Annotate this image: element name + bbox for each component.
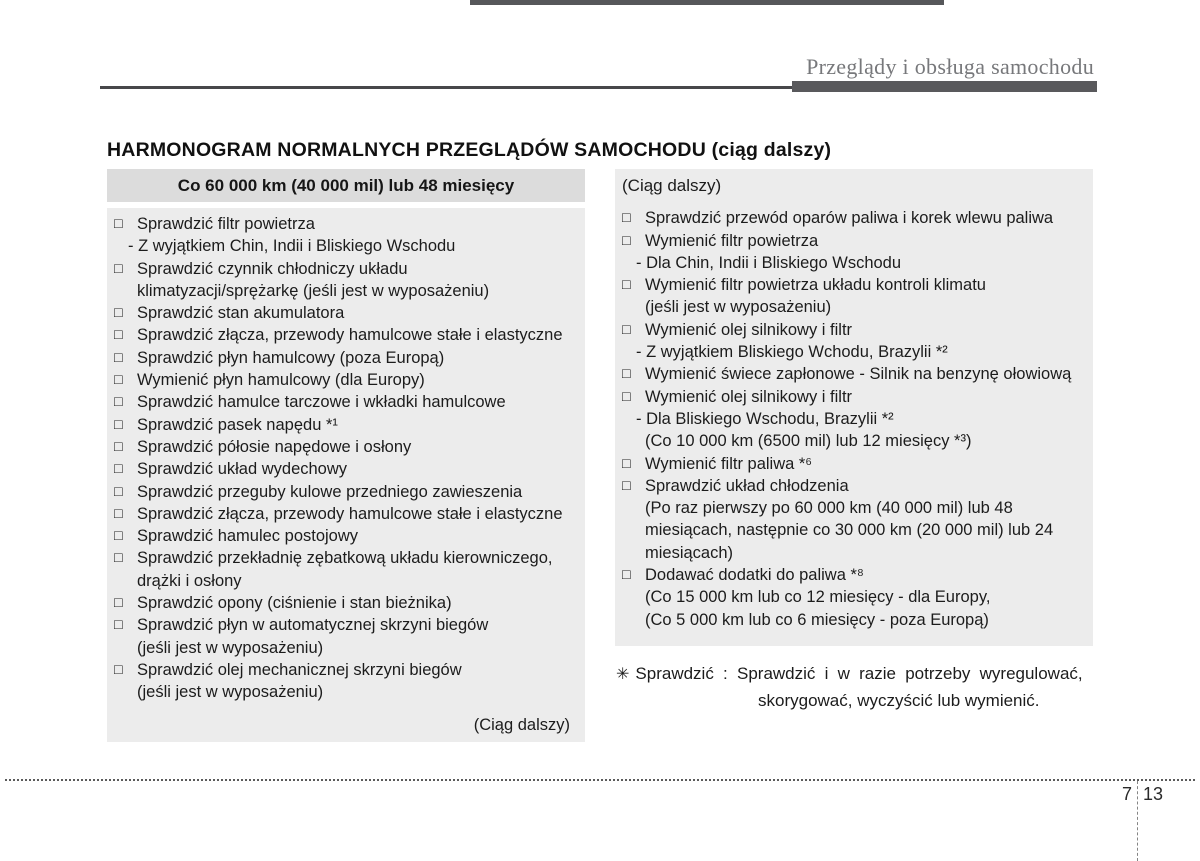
item-text: Wymienić olej silnikowy i filtr: [645, 387, 853, 406]
item-text: Wymienić filtr powietrza układu kontroli klimatu: [645, 276, 986, 295]
checklist-item-detail: [114, 235, 578, 257]
item-text: Sprawdzić hamulce tarczowe i wkładki hamulcowe: [137, 393, 506, 412]
checkbox-icon: □: [622, 388, 631, 405]
item-text: Sprawdzić złącza, przewody hamulcowe stałe i elastyczne: [137, 326, 563, 345]
item-text: Sprawdzić opony (ciśnienie i stan bieżnika): [137, 594, 452, 613]
checkbox-icon: □: [622, 232, 631, 249]
item-text: (Po raz pierwszy po 60 000 km (40 000 mil) lub 48: [645, 499, 1013, 518]
maintenance-schedule-left-column: [107, 169, 585, 742]
item-text: Wymienić filtr powietrza: [645, 231, 819, 250]
checkbox-icon: □: [114, 305, 123, 322]
checkbox-icon: □: [114, 661, 123, 678]
checkbox-icon: □: [114, 505, 123, 522]
checklist-item: [114, 347, 578, 369]
checklist-item: [622, 363, 1086, 385]
footnote-line1: [616, 662, 1100, 686]
continued-header: (Ciąg dalszy): [622, 176, 722, 195]
item-text: Sprawdzić układ wydechowy: [137, 460, 348, 479]
item-text: Sprawdzić filtr powietrza: [137, 215, 315, 233]
checklist-item: [114, 369, 578, 391]
item-text: Sprawdzić płyn hamulcowy (poza Europą): [137, 348, 445, 367]
checklist-item: [114, 436, 578, 458]
maintenance-schedule-right-column: [615, 169, 1093, 646]
item-text: - Z wyjątkiem Chin, Indii i Bliskiego Wschodu: [128, 237, 456, 256]
checklist-item: [622, 319, 1086, 341]
header-rule-thick: [792, 81, 1097, 92]
continued-label: (Ciąg dalszy): [473, 715, 570, 734]
footnote-text-1: Sprawdzić : Sprawdzić i w razie potrzeby wyregulować,: [635, 664, 1083, 683]
item-text: Sprawdzić czynnik chłodniczy układu: [137, 259, 408, 278]
checklist-item-detail: [622, 408, 1086, 430]
checklist-item: [114, 592, 578, 614]
checklist-right-items: [622, 207, 1086, 631]
top-page-edge-bar: [470, 0, 944, 5]
item-text: Dodawać dodatki do paliwa *⁸: [645, 566, 864, 585]
checkbox-icon: □: [114, 483, 123, 500]
asterisk-star-icon: ✳: [616, 666, 630, 683]
checkbox-icon: □: [114, 216, 123, 232]
checkbox-icon: □: [114, 416, 123, 433]
checklist-item-detail: [622, 609, 1086, 631]
checklist-item-detail: [114, 637, 578, 659]
item-text: Sprawdzić płyn w automatycznej skrzyni biegów: [137, 616, 489, 635]
checklist-item: [622, 274, 1086, 296]
item-text: Sprawdzić stan akumulatora: [137, 304, 345, 323]
checkbox-icon: □: [622, 477, 631, 494]
item-text: (Co 15 000 km lub co 12 miesięcy - dla Europy,: [645, 588, 991, 607]
checkbox-icon: □: [114, 550, 123, 567]
checkbox-icon: □: [622, 277, 631, 294]
footer-dotted-rule: [5, 779, 1195, 781]
checkbox-icon: □: [114, 260, 123, 277]
item-text: Sprawdzić półosie napędowe i osłony: [137, 437, 412, 456]
checkbox-icon: □: [114, 372, 123, 389]
running-header-title: Przeglądy i obsługa samochodu: [806, 54, 1094, 79]
item-text: Wymienić świece zapłonowe - Silnik na benzynę ołowiową: [645, 365, 1072, 384]
checklist-item: [114, 547, 578, 569]
item-text: - Dla Chin, Indii i Bliskiego Wschodu: [636, 253, 902, 272]
checkbox-icon: □: [114, 461, 123, 478]
checklist-item: [114, 481, 578, 503]
item-text: Wymienić olej silnikowy i filtr: [645, 320, 853, 339]
item-text: Sprawdzić złącza, przewody hamulcowe stałe i elastyczne: [137, 504, 563, 523]
item-text: (Co 10 000 km (6500 mil) lub 12 miesięcy *³): [645, 432, 972, 451]
item-text: Sprawdzić układ chłodzenia: [645, 476, 849, 495]
checklist-item: [622, 564, 1086, 586]
checklist-item: [622, 207, 1086, 229]
checkbox-icon: □: [622, 455, 631, 472]
checkbox-icon: □: [114, 349, 123, 366]
checkbox-icon: □: [114, 327, 123, 344]
checklist-item: [622, 386, 1086, 408]
checklist-item: [114, 614, 578, 636]
item-text: Sprawdzić przekładnię zębatkową układu kierowniczego,: [137, 549, 553, 568]
checkbox-icon: □: [622, 210, 631, 227]
header-rule-thin: [100, 86, 792, 89]
checklist-item: [622, 475, 1086, 497]
footer-page-divider: [1137, 781, 1138, 861]
checkbox-icon: □: [622, 321, 631, 338]
checklist-item-detail: [622, 430, 1086, 452]
checklist-left-items: [114, 213, 578, 704]
item-text: (jeśli jest w wyposażeniu): [645, 298, 832, 317]
item-text: - Z wyjątkiem Bliskiego Wchodu, Brazylii *²: [636, 343, 948, 362]
item-text: - Dla Bliskiego Wschodu, Brazylii *²: [636, 409, 894, 428]
checklist-item: [114, 414, 578, 436]
item-text: Sprawdzić pasek napędu *¹: [137, 415, 338, 434]
item-text: (jeśli jest w wyposażeniu): [137, 683, 324, 702]
page-title: HARMONOGRAM NORMALNYCH PRZEGLĄDÓW SAMOCHODU (ciąg dalszy): [107, 139, 832, 161]
footnote: [616, 662, 1100, 712]
item-text: Wymienić filtr paliwa *⁶: [645, 454, 813, 473]
checklist-item: [622, 453, 1086, 475]
checkbox-icon: □: [114, 528, 123, 545]
item-text: (Co 5 000 km lub co 6 miesięcy - poza Europą): [645, 610, 989, 629]
checklist-item: [114, 659, 578, 681]
item-text: Sprawdzić przewód oparów paliwa i korek wlewu paliwa: [645, 209, 1054, 228]
checklist-item-detail: [622, 296, 1086, 318]
checklist-item: [114, 458, 578, 480]
checklist-item-detail: [114, 681, 578, 703]
checklist-item: [114, 324, 578, 346]
item-text: drążki i osłony: [137, 571, 242, 590]
checklist-item: [114, 258, 578, 280]
checklist-item: [114, 302, 578, 324]
checklist-item: [622, 230, 1086, 252]
checklist-item-detail: [622, 586, 1086, 608]
checkbox-icon: □: [114, 438, 123, 455]
interval-header: Co 60 000 km (40 000 mil) lub 48 miesięcy: [107, 169, 585, 202]
checkbox-icon: □: [114, 595, 123, 612]
checklist-item-detail: [622, 542, 1086, 564]
checklist-item: [114, 391, 578, 413]
item-text: miesiącach): [645, 543, 734, 562]
checklist-item-detail: [622, 497, 1086, 519]
checklist-item: [114, 213, 578, 235]
checklist-item-detail: [114, 570, 578, 592]
checklist-item: [114, 525, 578, 547]
chapter-number: 7: [1121, 784, 1132, 804]
item-text: (jeśli jest w wyposażeniu): [137, 638, 324, 657]
item-text: Sprawdzić przeguby kulowe przedniego zawieszenia: [137, 482, 523, 501]
item-text: Wymienić płyn hamulcowy (dla Europy): [137, 371, 425, 390]
checklist-item-detail: [114, 280, 578, 302]
checklist-item-detail: [622, 341, 1086, 363]
checkbox-icon: □: [114, 394, 123, 411]
checkbox-icon: □: [622, 366, 631, 383]
checklist-item-detail: [622, 252, 1086, 274]
checkbox-icon: □: [622, 567, 631, 584]
checklist-item: [114, 503, 578, 525]
footnote-text-2: skorygować, wyczyścić lub wymienić.: [758, 691, 1040, 710]
item-text: Sprawdzić olej mechanicznej skrzyni biegów: [137, 660, 462, 679]
checklist-item-detail: [622, 519, 1086, 541]
item-text: klimatyzacji/sprężarkę (jeśli jest w wyposażeniu): [137, 281, 490, 300]
checklist-left: [107, 208, 585, 742]
item-text: miesiącach, następnie co 30 000 km (20 000 mil) lub 24: [645, 521, 1054, 540]
item-text: Sprawdzić hamulec postojowy: [137, 527, 359, 546]
page-number: 13: [1143, 784, 1164, 804]
checkbox-icon: □: [114, 617, 123, 634]
